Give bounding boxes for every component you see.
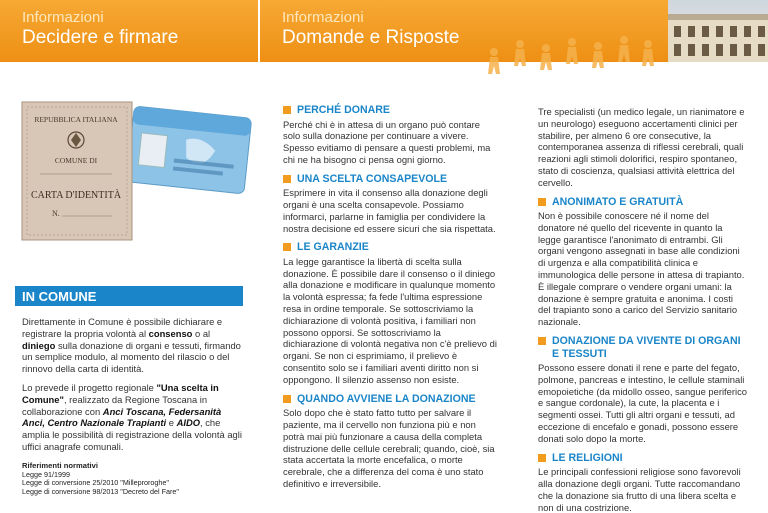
- bold-span: diniego: [22, 339, 56, 351]
- riferimenti-line: Legge di conversione 25/2010 "Milleproroghe": [22, 478, 169, 488]
- text-span: Direttamente in Comune è possibile dichiarare e registrare la propria volontà al: [22, 316, 223, 339]
- section-perche-donare: [283, 104, 498, 166]
- id-card-line-1: REPUBBLICA ITALIANA: [34, 115, 118, 124]
- section-text: Esprimere in vita il consenso alla donazione degli organi è una scelta consapevole. Possiamo informarci, parlarne in famiglia per condividere la nostra decisione ed essere sicuri che sia rispettata.: [283, 187, 496, 234]
- right-column: [538, 106, 748, 513]
- bold-italic-span: AIDO: [176, 417, 200, 429]
- bold-span: consenso: [148, 327, 193, 339]
- section-scelta-consapevole: [283, 173, 498, 235]
- header-left-band: [0, 0, 258, 62]
- section-specialisti: [538, 106, 748, 189]
- section-text: La legge garantisce la libertà di scelta sulla donazione. È possibile dare il consenso o il diniego alla donazione e modificare in qualunque momento la volontà espressa; fa fede l'ultima espressione resa in ordine temporale. Se sottoscriviamo la dichiarazione di volontà positiva, i familiari non possono opporsi. Se sottoscriviamo la dichiarazione di volontà negativa non c'è prelievo di organi. Se non ci esprimiamo, il prelievo è consentito solo se i familiari aventi diritto non si oppongono. Il silenzio assenso non esiste.: [283, 255, 497, 385]
- section-text: Perché chi è in attesa di un organo può contare solo sulla donazione per continuare a vivere. Spesso evitiamo di pensare a questi problemi, ma chi ne ha bisogno ci pensa ogni giorno.: [283, 118, 491, 165]
- middle-column: [283, 104, 498, 497]
- section-donazione-vivente: [538, 335, 748, 445]
- riferimenti-normativi: [22, 462, 252, 496]
- id-card-line-4: N.: [52, 209, 60, 218]
- section-title: [538, 335, 748, 360]
- section-anonimato: [538, 196, 748, 328]
- orange-square-icon: [283, 395, 291, 403]
- orange-square-icon: [283, 243, 291, 251]
- header-right-kicker: Informazioni: [282, 9, 364, 26]
- building-photo: [668, 0, 768, 62]
- section-quando-avviene: [283, 393, 498, 490]
- section-title-text: QUANDO AVVIENE LA DONAZIONE: [297, 392, 476, 405]
- section-title: [538, 452, 748, 465]
- id-card-illustration: [18, 100, 252, 245]
- header-right-title: Domande e Risposte: [282, 27, 460, 48]
- id-card-line-2: COMUNE DI: [54, 156, 98, 165]
- text-span: , realizzato da Regione Toscana in collaborazione con: [22, 393, 208, 417]
- section-title: [283, 241, 498, 254]
- text-span: Lo prevede il progetto regionale: [22, 381, 157, 393]
- orange-square-icon: [538, 337, 546, 345]
- section-title: [283, 104, 498, 117]
- section-text: Le principali confessioni religiose sono favorevoli alla donazione degli organi. Tutte raccomandano che la donazione sia frutto di una libera scelta e non di una costrizione.: [538, 466, 741, 513]
- people-silhouettes: [480, 30, 670, 90]
- section-title-text: LE GARANZIE: [297, 241, 369, 254]
- orange-square-icon: [538, 198, 546, 206]
- text-span: sulla donazione di organi e tessuti, firmando un semplice modulo, al momento del rilascio o del rinnovo della carta di identità.: [22, 339, 241, 375]
- bold-italic-span: Anci Toscana, Federsanità Anci, Centro Nazionale Trapianti: [22, 405, 222, 429]
- section-text: Non è possibile conoscere né il nome del donatore né quello del ricevente in quanto la legge garantisce l'anonimato di entrambi. Gli organi vengono assegnati in base alle condizioni di urgenza e alla compatibilità clinica e immunologica delle persone in attesa di trapianto. È illegale comprare o vendere organi umani: la donazione è sempre gratuita e anonima. I costi del trapianto sono a carico del Servizio sanitario nazionale.: [538, 210, 745, 328]
- in-comune-heading: IN COMUNE: [15, 286, 243, 306]
- in-comune-paragraph-2: [22, 382, 244, 453]
- bold-span: "Una scelta in Comune": [22, 381, 219, 405]
- section-title-text: UNA SCELTA CONSAPEVOLE: [297, 172, 448, 185]
- section-title: [538, 196, 748, 209]
- section-title: [283, 173, 498, 186]
- section-title-text: ANONIMATO E GRATUITÀ: [552, 195, 684, 208]
- riferimenti-line: Legge 91/1999: [22, 469, 70, 479]
- text-span: e: [166, 417, 177, 429]
- in-comune-paragraph-1: [22, 316, 244, 375]
- section-title: [283, 393, 498, 406]
- text-span: o al: [192, 327, 211, 339]
- orange-square-icon: [283, 175, 291, 183]
- text-span: , che amplia le possibilità di registrazione della volontà agli uffici anagrafe comunali.: [22, 417, 242, 452]
- section-text: Possono essere donati il rene e parte del fegato, polmone, pancreas e intestino, le cellule staminali emopoietiche (da midollo osseo, sangue periferico e sangue cordonale), la cute, la placenta e i segmenti ossei. Tutti gli altri organi e tessuti, ad eccezione di encefalo e gonadi, possono essere donati solo dopo la morte.: [538, 362, 747, 444]
- section-garanzie: [283, 241, 498, 385]
- header-left-title: Decidere e firmare: [22, 27, 179, 48]
- riferimenti-line: Legge di conversione 98/2013 "Decreto del Fare": [22, 486, 179, 496]
- section-title-text: DONAZIONE DA VIVENTE DI ORGANI E TESSUTI: [552, 335, 741, 360]
- orange-square-icon: [538, 454, 546, 462]
- section-text: Tre specialisti (un medico legale, un rianimatore e un neurologo) eseguono accertamenti clinici per stabilire, per almeno 6 ore consecutive, la contemporanea assenza di riflessi cerebrali, quali reazioni agli stimoli dolorifici, respiro spontaneo, stato di coscienza, qualsiasi attività elettrica del cervello.: [538, 106, 745, 188]
- section-text: Solo dopo che è stato fatto tutto per salvare il paziente, ma il cervello non funziona più e non potrà mai più funzionare a causa della completa distruzione delle cellule cerebrali; quando, cioè, sia stata accertata la morte encefalica, o morte cerebrale, che a differenza del coma è uno stato definitivo e irreversibile.: [283, 407, 495, 489]
- section-title-text: LE RELIGIONI: [552, 451, 623, 464]
- header-left-kicker: Informazioni: [22, 9, 104, 26]
- orange-square-icon: [283, 106, 291, 114]
- section-title-text: PERCHÉ DONARE: [297, 104, 391, 116]
- id-card-line-3: CARTA D'IDENTITÀ: [30, 190, 122, 201]
- riferimenti-title: Riferimenti normativi: [22, 461, 98, 470]
- section-religioni: [538, 452, 748, 513]
- in-comune-text: [22, 316, 244, 460]
